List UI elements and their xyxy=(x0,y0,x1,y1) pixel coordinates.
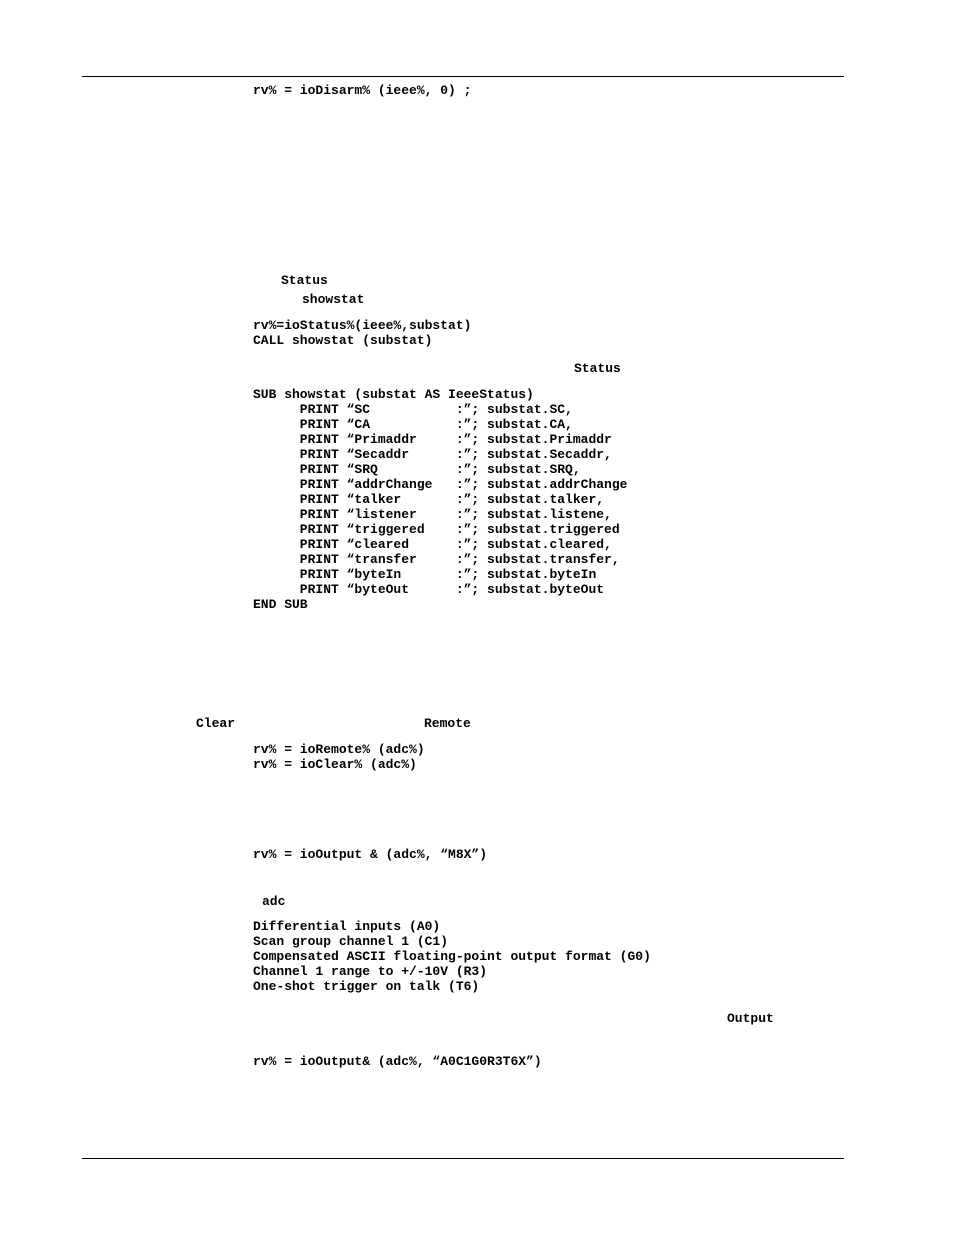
output-full-code: rv% = ioOutput& (adc%, “A0C1G0R3T6X”) xyxy=(253,1054,542,1069)
adc-label: adc xyxy=(262,894,286,909)
settings-list: Differential inputs (A0) Scan group channel 1 (C1) Compensated ASCII floating-point output format (G0) Channel 1 range to +/-10V (R3) One-shot trigger on talk (T6) xyxy=(253,919,651,994)
clear-label: Clear xyxy=(196,716,236,731)
header-rule xyxy=(82,76,844,77)
output-m8x-code: rv% = ioOutput & (adc%, “M8X”) xyxy=(253,847,488,862)
remote-label: Remote xyxy=(424,716,471,731)
disarm-code: rv% = ioDisarm% (ieee%, 0) ; xyxy=(253,83,472,98)
status-note: Status xyxy=(574,361,621,376)
showstat-label: showstat xyxy=(302,292,365,307)
status-call-code: rv%=ioStatus%(ieee%,substat) CALL showstat (substat) xyxy=(253,318,472,348)
showstat-sub-code: SUB showstat (substat AS IeeeStatus) PRINT “SC :”; substat.SC, PRINT “CA :”; substat.CA, PRINT “Primaddr :”; substat.Primaddr PRINT “Secaddr :”; substat.Secaddr, PRINT “SRQ :”; substat.SRQ, PRINT “addrChange :”; substat.addrChange PRINT “talker :”; substat.talker, PRINT “listener :”; substat.listene, PRINT “triggered :”; substat.triggered PRINT “cleared :”; substat.cleared, PRINT “transfer :”; substat.transfer, PRINT “byteIn :”; substat.byteIn PRINT “byteOut :”; substat.byteOut END SUB xyxy=(253,387,628,612)
output-label: Output xyxy=(727,1011,774,1026)
status-heading: Status xyxy=(281,273,328,288)
remote-clear-code: rv% = ioRemote% (adc%) rv% = ioClear% (adc%) xyxy=(253,742,425,772)
footer-rule xyxy=(82,1158,844,1159)
